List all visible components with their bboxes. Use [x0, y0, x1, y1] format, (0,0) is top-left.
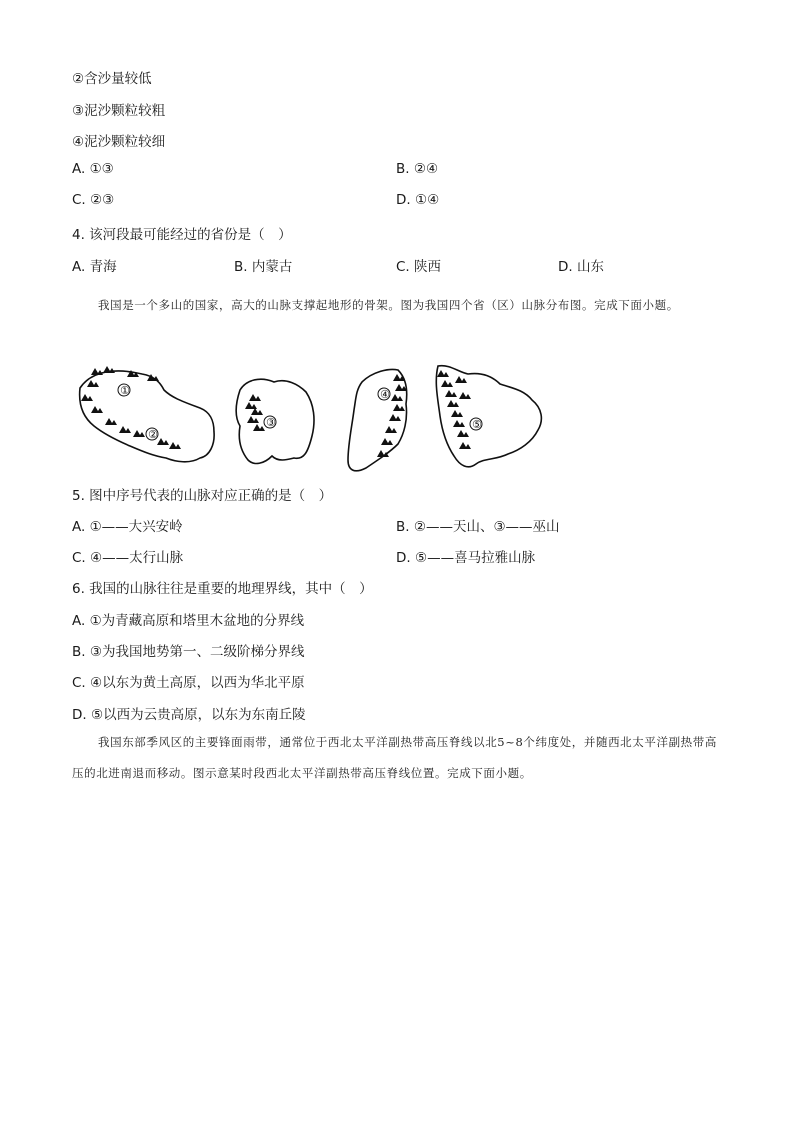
q5-stem: 5. 图中序号代表的山脉对应正确的是（ ） [72, 488, 333, 504]
map-label-4: ④ [380, 388, 390, 401]
passage-rain-belt: 我国东部季风区的主要锋面雨带，通常位于西北太平洋副热带高压脊线以北5~8个纬度处，并随西北太平洋副热带高压的北进南退而移动。图示意某时段西北太平洋副热带高压脊线位置。完成下面小题。 [72, 735, 717, 780]
map-label-2: ② [148, 428, 158, 441]
q6-stem: 6. 我国的山脉往往是重要的地理界线，其中（ ） [72, 581, 373, 597]
q5-option-b: B. ②——天山、③——巫山 [396, 519, 560, 535]
province-map-1 [80, 366, 215, 462]
q6-option-b: B. ③为我国地势第一、二级阶梯分界线 [72, 644, 305, 660]
q3-option-b: B. ②④ [396, 161, 439, 177]
q5-option-c: C. ④——太行山脉 [72, 550, 184, 566]
q6-option-a: A. ①为青藏高原和塔里木盆地的分界线 [72, 613, 305, 629]
map-label-3: ③ [266, 416, 276, 429]
province-mountain-maps [72, 360, 572, 480]
q5-option-a: A. ①——大兴安岭 [72, 519, 183, 535]
q6-option-d: D. ⑤以西为云贵高原，以东为东南丘陵 [72, 707, 306, 723]
map-label-5: ⑤ [472, 418, 482, 431]
q4-option-d: D. 山东 [558, 259, 604, 275]
q3-option-a: A. ①③ [72, 161, 114, 177]
province-map-3 [348, 370, 407, 471]
q3-option-c: C. ②③ [72, 192, 115, 208]
q4-stem: 4. 该河段最可能经过的省份是（ ） [72, 227, 292, 243]
passage-mountains: 我国是一个多山的国家，高大的山脉支撑起地形的骨架。图为我国四个省（区）山脉分布图。完成下面小题。 [98, 298, 679, 312]
item-4: ④泥沙颗粒较细 [72, 134, 166, 150]
item-3: ③泥沙颗粒较粗 [72, 103, 166, 119]
province-map-2 [236, 379, 314, 463]
q4-option-c: C. 陕西 [396, 259, 442, 275]
q5-option-d: D. ⑤——喜马拉雅山脉 [396, 550, 536, 566]
q3-option-d: D. ①④ [396, 192, 440, 208]
q4-option-b: B. 内蒙古 [234, 259, 293, 275]
item-2: ②含沙量较低 [72, 71, 152, 87]
province-map-4 [436, 366, 541, 467]
map-label-1: ① [120, 384, 130, 397]
q6-option-c: C. ④以东为黄土高原，以西为华北平原 [72, 675, 305, 691]
q4-option-a: A. 青海 [72, 259, 117, 275]
